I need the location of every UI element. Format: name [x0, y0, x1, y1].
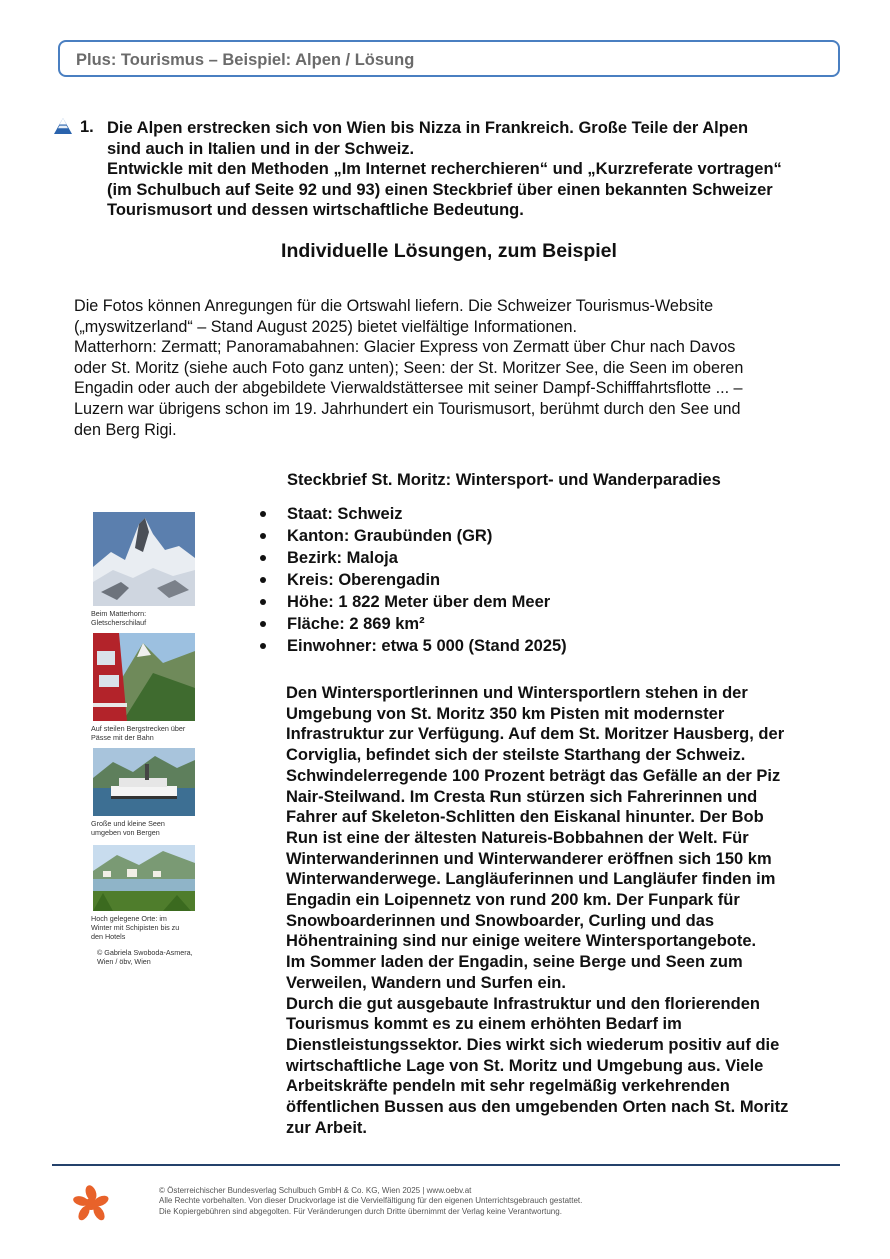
body-line: Nair-Steilwand. Im Cresta Run stürzen sich Fahrerinnen und: [286, 787, 758, 806]
photo-lake-steamer: [93, 748, 195, 816]
photo-caption: [91, 819, 206, 837]
photo-mountain-village: [93, 845, 195, 911]
intro-line: den Berg Rigi.: [74, 420, 177, 439]
body-line: Schwindelerregende 100 Prozent beträgt das Gefälle an der Piz: [286, 766, 781, 785]
body-line: Corviglia, befindet sich der steilste Starthang der Schweiz.: [286, 746, 746, 765]
fact-item: Kreis: Oberengadin: [258, 569, 567, 591]
body-line: öffentlichen Bussen aus den umgebenden Orten nach St. Moritz: [286, 1098, 789, 1117]
body-line: Arbeitskräfte pendeln mit sehr regelmäßig verkehrenden: [286, 1077, 730, 1096]
fact-item: Kanton: Graubünden (GR): [258, 525, 567, 547]
body-line: Im Sommer laden der Engadin, seine Berge und Seen zum: [286, 953, 743, 972]
credit-line: Wien / öbv, Wien: [97, 957, 151, 966]
fact-item: Bezirk: Maloja: [258, 547, 567, 569]
footer-line: © Österreichischer Bundesverlag Schulbuch GmbH & Co. KG, Wien 2025 | www.oebv.at: [159, 1186, 472, 1195]
body-line: Run ist eine der ältesten Natureis-Bobbahnen der Welt. Für: [286, 828, 749, 847]
photo-matterhorn: [93, 512, 195, 606]
header-box: [58, 40, 840, 77]
body-line: Durch die gut ausgebaute Infrastruktur und den florierenden: [286, 994, 760, 1013]
footer-line: Alle Rechte vorbehalten. Von dieser Druckvorlage ist die Vervielfältigung für den eigenen Unterrichtsgebrauch gestattet.: [159, 1196, 583, 1206]
footer-text: [159, 1186, 582, 1217]
body-line: Winterwanderwege. Langläuferinnen und Langläufer finden im: [286, 870, 776, 889]
caption-line: Winter mit Schipisten bis zu: [91, 923, 180, 932]
intro-line: („myswitzerland“ – Stand August 2025) bietet vielfältige Informationen.: [74, 317, 577, 336]
body-line: Den Wintersportlerinnen und Wintersportlern stehen in der: [286, 684, 748, 702]
intro-line: Matterhorn: Zermatt; Panoramabahnen: Glacier Express von Zermatt über Chur nach Davos: [74, 338, 736, 357]
photo-mountain-train: [93, 633, 195, 721]
task-line: sind auch in Italien und in der Schweiz.: [107, 139, 415, 158]
task-number: 1.: [80, 118, 94, 136]
caption-line: Gletscherschilauf: [91, 618, 147, 627]
body-line: Dienstleistungssektor. Dies wirkt sich wiederum positiv auf die: [286, 1035, 780, 1054]
task-line: Entwickle mit den Methoden „Im Internet recherchieren“ und „Kurzreferate vortragen“: [107, 160, 782, 178]
intro-line: Engadin oder auch der abgebildete Vierwaldstättersee mit seiner Dampf-Schifffahrtsflotte ... –: [74, 379, 743, 398]
body-line: Winterwanderinnen und Winterwanderer eröffnen sich 150 km: [286, 849, 772, 868]
caption-line: Pässe mit der Bahn: [91, 733, 154, 742]
credit-line: © Gabriela Swoboda-Asmera,: [97, 948, 193, 957]
task-text: [107, 118, 847, 221]
footer-line: Die Kopiergebühren sind abgegolten. Für Veränderungen durch Dritte übernimmt der Verlag keine Verantwortung.: [159, 1206, 562, 1216]
caption-line: Beim Matterhorn:: [91, 609, 147, 618]
solution-heading: Individuelle Lösungen, zum Beispiel: [281, 240, 617, 262]
intro-line: oder St. Moritz (siehe auch Foto ganz unten); Seen: der St. Moritzer See, die Seen im oberen: [74, 358, 744, 377]
intro-line: Luzern war übrigens schon im 19. Jahrhundert ein Tourismusort, berühmt durch den See und: [74, 399, 741, 418]
page-title: Plus: Tourismus – Beispiel: Alpen / Lösung: [76, 51, 415, 69]
photo-caption: [91, 724, 206, 742]
body-line: Engadin ein Loipennetz von rund 200 km. Der Funpark für: [286, 891, 740, 910]
body-line: Tourismus kommt es zu einem erhöhten Bedarf im: [286, 1015, 682, 1034]
intro-line: Die Fotos können Anregungen für die Ortswahl liefern. Die Schweizer Tourismus-Website: [74, 297, 714, 315]
photo-credit: [97, 948, 212, 966]
body-line: zur Arbeit.: [286, 1118, 367, 1137]
caption-line: Hoch gelegene Orte: im: [91, 914, 167, 923]
fact-list: [258, 503, 567, 657]
fact-item: Staat: Schweiz: [258, 503, 567, 525]
body-line: Fahrer auf Skeleton-Schlitten den Eiskanal hinunter. Der Bob: [286, 808, 764, 827]
body-line: Umgebung von St. Moritz 350 km Pisten mit modernster: [286, 704, 725, 723]
caption-line: umgeben von Bergen: [91, 828, 160, 837]
task-line: Die Alpen erstrecken sich von Wien bis Nizza in Frankreich. Große Teile der Alpen: [107, 119, 749, 137]
body-line: Höhentraining sind nur einige weitere Wintersportangebote.: [286, 932, 757, 951]
caption-line: Auf steilen Bergstrecken über: [91, 724, 186, 733]
task-line: (im Schulbuch auf Seite 92 und 93) einen Steckbrief über einen bekannten Schweizer: [107, 180, 773, 199]
fact-item: Einwohner: etwa 5 000 (Stand 2025): [258, 635, 567, 657]
fact-item: Höhe: 1 822 Meter über dem Meer: [258, 591, 567, 613]
publisher-logo-icon: [72, 1184, 110, 1222]
photo-caption: [91, 914, 206, 941]
fact-item: Fläche: 2 869 km²: [258, 613, 567, 635]
triangle-level-icon: [53, 117, 73, 135]
profile-title: Steckbrief St. Moritz: Wintersport- und Wanderparadies: [287, 471, 721, 489]
profile-body: [286, 683, 846, 1138]
body-line: Snowboarderinnen und Snowboarder, Curling und das: [286, 911, 715, 930]
photo-caption: [91, 609, 206, 627]
body-line: Verweilen, Wandern und Surfen ein.: [286, 973, 566, 992]
task-line: Tourismusort und dessen wirtschaftliche Bedeutung.: [107, 201, 524, 219]
footer-divider: [52, 1164, 840, 1166]
caption-line: den Hotels: [91, 932, 126, 941]
body-line: wirtschaftliche Lage von St. Moritz und Umgebung aus. Viele: [286, 1056, 764, 1075]
body-line: Infrastruktur zur Verfügung. Auf dem St. Moritzer Hausberg, der: [286, 725, 785, 744]
intro-paragraph: [74, 296, 834, 440]
caption-line: Große und kleine Seen: [91, 819, 165, 828]
